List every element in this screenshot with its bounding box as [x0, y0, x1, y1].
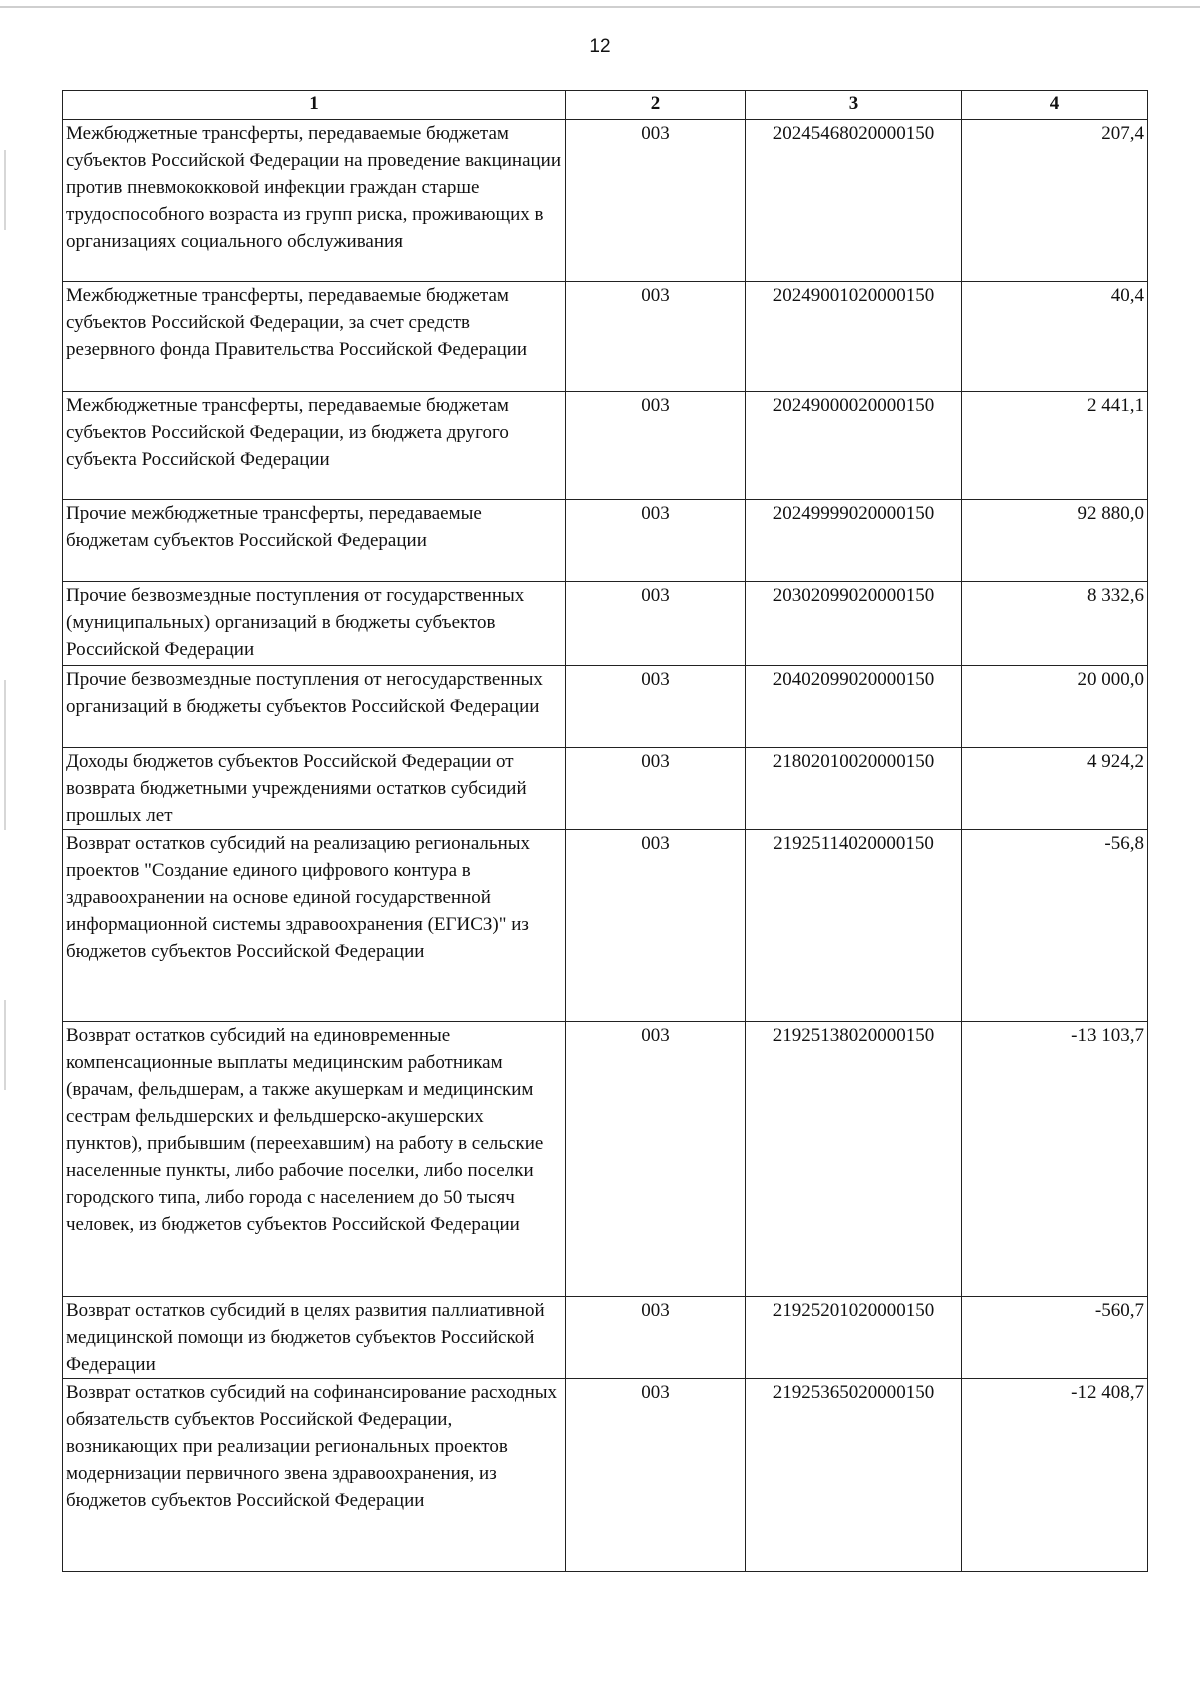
- admin-code: 003: [566, 1379, 746, 1572]
- admin-code: 003: [566, 500, 746, 582]
- income-name: Прочие безвозмездные поступления от негосударственных организаций в бюджеты субъектов Российской Федерации: [63, 666, 566, 748]
- table-row: [63, 830, 1148, 1022]
- admin-code: 003: [566, 748, 746, 830]
- scan-top-rule: [0, 6, 1200, 8]
- income-name: Возврат остатков субсидий на реализацию региональных проектов "Создание единого цифрового контура в здравоохранении на основе единой государственной информационной системы здравоохранения (ЕГИСЗ)" из бюджетов субъектов Российской Федерации: [63, 830, 566, 1022]
- table-row: [63, 748, 1148, 830]
- table-header-row: [63, 91, 1148, 120]
- income-name: Возврат остатков субсидий на софинансирование расходных обязательств субъектов Российской Федерации, возникающих при реализации региональных проектов модернизации первичного звена здравоохранения, из бюджетов субъектов Российской Федерации: [63, 1379, 566, 1572]
- budget-classification-code: 20402099020000150: [746, 666, 962, 748]
- amount: 92 880,0: [962, 500, 1148, 582]
- amount: 8 332,6: [962, 582, 1148, 666]
- revenue-table: [62, 90, 1148, 1572]
- budget-classification-code: 20245468020000150: [746, 120, 962, 282]
- admin-code: 003: [566, 392, 746, 500]
- amount: -560,7: [962, 1297, 1148, 1379]
- amount: 40,4: [962, 282, 1148, 392]
- admin-code: 003: [566, 582, 746, 666]
- table-row: [63, 392, 1148, 500]
- scan-edge-mark: [4, 680, 6, 830]
- admin-code: 003: [566, 830, 746, 1022]
- budget-classification-code: 20249000020000150: [746, 392, 962, 500]
- table-row: [63, 1297, 1148, 1379]
- table-row: [63, 582, 1148, 666]
- income-name: Возврат остатков субсидий в целях развития паллиативной медицинской помощи из бюджетов субъектов Российской Федерации: [63, 1297, 566, 1379]
- table-row: [63, 666, 1148, 748]
- admin-code: 003: [566, 1022, 746, 1297]
- scan-edge-mark: [4, 1000, 6, 1090]
- amount: -12 408,7: [962, 1379, 1148, 1572]
- income-name: Межбюджетные трансферты, передаваемые бюджетам субъектов Российской Федерации на проведение вакцинации против пневмококковой инфекции граждан старше трудоспособного возраста из групп риска, проживающих в организациях социального обслуживания: [63, 120, 566, 282]
- amount: -56,8: [962, 830, 1148, 1022]
- budget-classification-code: 20249999020000150: [746, 500, 962, 582]
- amount: -13 103,7: [962, 1022, 1148, 1297]
- table-row: [63, 1379, 1148, 1572]
- admin-code: 003: [566, 666, 746, 748]
- income-name: Возврат остатков субсидий на единовременные компенсационные выплаты медицинским работникам (врачам, фельдшерам, а также акушеркам и медицинским сестрам фельдшерских и фельдшерско-акушерских пунктов), прибывшим (переехавшим) на работу в сельские населенные пункты, либо рабочие поселки, либо поселки городского типа, либо города с населением до 50 тысяч человек, из бюджетов субъектов Российской Федерации: [63, 1022, 566, 1297]
- budget-classification-code: 21925138020000150: [746, 1022, 962, 1297]
- admin-code: 003: [566, 120, 746, 282]
- budget-classification-code: 20302099020000150: [746, 582, 962, 666]
- income-name: Межбюджетные трансферты, передаваемые бюджетам субъектов Российской Федерации, из бюджета другого субъекта Российской Федерации: [63, 392, 566, 500]
- amount: 20 000,0: [962, 666, 1148, 748]
- amount: 207,4: [962, 120, 1148, 282]
- amount: 2 441,1: [962, 392, 1148, 500]
- budget-classification-code: 21925114020000150: [746, 830, 962, 1022]
- table-row: [63, 1022, 1148, 1297]
- table-row: [63, 120, 1148, 282]
- column-header: 4: [962, 91, 1148, 120]
- income-name: Прочие межбюджетные трансферты, передаваемые бюджетам субъектов Российской Федерации: [63, 500, 566, 582]
- scan-edge-mark: [4, 150, 6, 230]
- budget-classification-code: 21925365020000150: [746, 1379, 962, 1572]
- table-row: [63, 282, 1148, 392]
- page-number: 12: [589, 36, 611, 57]
- income-name: Доходы бюджетов субъектов Российской Федерации от возврата бюджетными учреждениями остатков субсидий прошлых лет: [63, 748, 566, 830]
- income-name: Прочие безвозмездные поступления от государственных (муниципальных) организаций в бюджеты субъектов Российской Федерации: [63, 582, 566, 666]
- column-header: 2: [566, 91, 746, 120]
- budget-classification-code: 21802010020000150: [746, 748, 962, 830]
- budget-classification-code: 21925201020000150: [746, 1297, 962, 1379]
- column-header: 1: [63, 91, 566, 120]
- amount: 4 924,2: [962, 748, 1148, 830]
- admin-code: 003: [566, 282, 746, 392]
- budget-classification-code: 20249001020000150: [746, 282, 962, 392]
- column-header: 3: [746, 91, 962, 120]
- income-name: Межбюджетные трансферты, передаваемые бюджетам субъектов Российской Федерации, за счет средств резервного фонда Правительства Российской Федерации: [63, 282, 566, 392]
- admin-code: 003: [566, 1297, 746, 1379]
- table-row: [63, 500, 1148, 582]
